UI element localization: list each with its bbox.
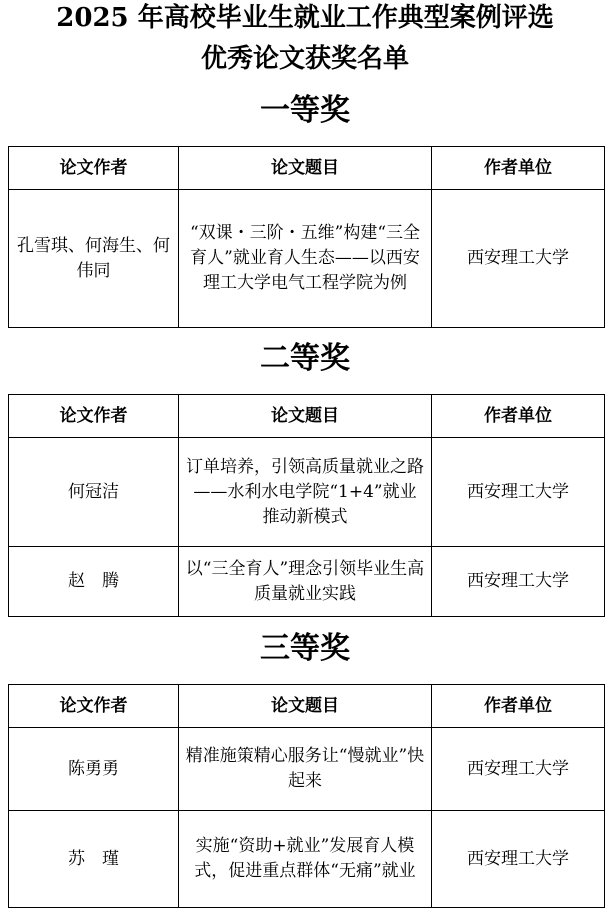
table-row [9, 438, 605, 547]
third-prize-heading: 三等奖 [260, 631, 350, 666]
table-header-row [9, 147, 605, 190]
paper-title-cell: “双课・三阶・五维”构建“三全育人”就业育人生态——以西安理工大学电气工程学院为例 [179, 190, 432, 328]
author-cell: 孔雪琪、何海生、何伟同 [9, 190, 179, 328]
header-unit: 作者单位 [432, 395, 605, 438]
header-paper: 论文题目 [179, 395, 432, 438]
paper-title-cell: 以“三全育人”理念引领毕业生高质量就业实践 [179, 547, 432, 617]
second-prize-table [8, 394, 605, 617]
table-row [9, 811, 605, 908]
document-title-line1: 2025 年高校毕业生就业工作典型案例评选 [56, 3, 554, 33]
third-prize-table [8, 684, 605, 908]
first-prize-heading: 一等奖 [260, 93, 350, 128]
header-paper: 论文题目 [179, 685, 432, 728]
author-cell: 赵 腾 [9, 547, 179, 617]
header-author: 论文作者 [9, 685, 179, 728]
table-header-row [9, 685, 605, 728]
paper-title-cell: 实施“资助+就业”发展育人模式，促进重点群体“无痛”就业 [179, 811, 432, 908]
table-header-row [9, 395, 605, 438]
paper-title-cell: 订单培养，引领高质量就业之路——水利水电学院“1+4”就业推动新模式 [179, 438, 432, 547]
unit-cell: 西安理工大学 [432, 728, 605, 811]
second-prize-heading: 二等奖 [260, 341, 350, 376]
unit-cell: 西安理工大学 [432, 190, 605, 328]
unit-cell: 西安理工大学 [432, 547, 605, 617]
header-paper: 论文题目 [179, 147, 432, 190]
unit-cell: 西安理工大学 [432, 811, 605, 908]
unit-cell: 西安理工大学 [432, 438, 605, 547]
author-cell: 陈勇勇 [9, 728, 179, 811]
author-cell: 苏 瑾 [9, 811, 179, 908]
header-author: 论文作者 [9, 395, 179, 438]
first-prize-table [8, 146, 605, 328]
paper-title-cell: 精准施策精心服务让“慢就业”快起来 [179, 728, 432, 811]
header-author: 论文作者 [9, 147, 179, 190]
document-title-line2: 优秀论文获奖名单 [200, 44, 409, 74]
table-row [9, 190, 605, 328]
author-cell: 何冠洁 [9, 438, 179, 547]
table-row [9, 728, 605, 811]
header-unit: 作者单位 [432, 685, 605, 728]
header-unit: 作者单位 [432, 147, 605, 190]
table-row [9, 547, 605, 617]
